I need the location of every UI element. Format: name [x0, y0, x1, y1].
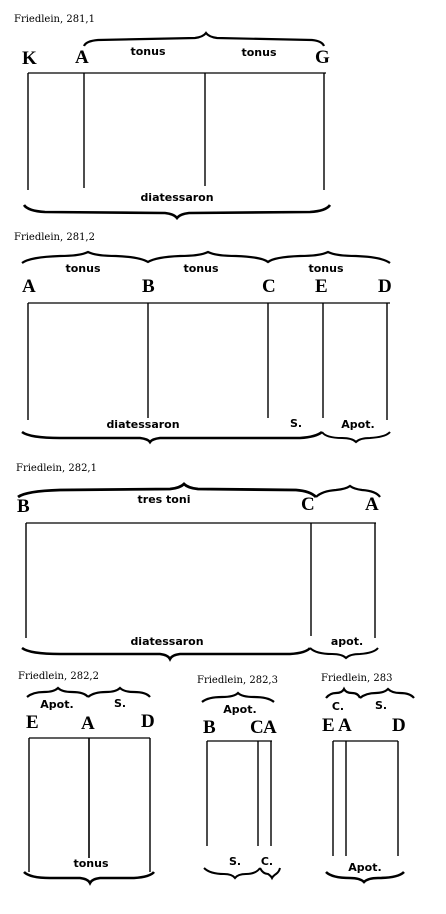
interval-label: C. [331, 700, 345, 713]
interval-label: Apot. [348, 861, 382, 874]
note-letter: K [22, 48, 37, 69]
bottom-brace [322, 432, 390, 442]
note-letter: E [26, 712, 39, 733]
note-letter: C [250, 717, 264, 738]
figure-281-1 [14, 14, 330, 218]
note-letter: A [365, 494, 379, 515]
interval-label: tonus [308, 262, 344, 275]
note-letter: C [301, 494, 315, 515]
interval-label: S. [374, 699, 388, 712]
figure-caption: Friedlein, 283 [321, 673, 393, 684]
note-letter: G [315, 47, 330, 68]
bottom-brace [260, 868, 280, 878]
interval-label: C. [260, 855, 274, 868]
top-brace [27, 688, 88, 697]
interval-label: Apot. [223, 703, 257, 716]
figure-282-1 [16, 463, 380, 659]
interval-label: tonus [65, 262, 101, 275]
interval-label: diatessaron [106, 418, 180, 431]
note-letter: E [322, 715, 335, 736]
figure-caption: Friedlein, 282,3 [197, 675, 278, 686]
interval-label: S. [113, 697, 127, 710]
top-brace [84, 33, 324, 46]
top-brace [202, 693, 274, 702]
interval-label: tonus [73, 857, 109, 870]
note-letter: D [392, 715, 406, 736]
figure-caption: Friedlein, 282,2 [18, 671, 99, 682]
bottom-brace [204, 868, 260, 878]
note-letter: A [22, 276, 36, 297]
bottom-brace [22, 648, 310, 659]
interval-label: Apot. [40, 698, 74, 711]
note-letter: D [141, 711, 155, 732]
note-letter: E [315, 276, 328, 297]
figure-caption: Friedlein, 281,1 [14, 14, 95, 25]
interval-label: tonus [130, 45, 166, 58]
interval-label: diatessaron [130, 635, 204, 648]
bottom-brace [24, 205, 330, 218]
top-brace [360, 689, 414, 698]
figure-caption: Friedlein, 281,2 [14, 232, 95, 243]
interval-label: S. [289, 417, 303, 430]
bottom-brace [24, 872, 154, 883]
note-letter: A [338, 715, 352, 736]
interval-label: apot. [330, 635, 364, 648]
bottom-brace [310, 648, 378, 658]
top-brace [88, 688, 150, 697]
bottom-brace [22, 432, 322, 442]
interval-label: S. [228, 855, 242, 868]
note-letter: C [262, 276, 276, 297]
note-letter: A [263, 717, 277, 738]
note-letter: B [203, 717, 216, 738]
top-brace [326, 689, 360, 698]
note-letter: B [17, 496, 30, 517]
figure-282-2 [18, 671, 155, 883]
note-letter: B [142, 276, 155, 297]
figure-283 [321, 673, 414, 882]
figure-caption: Friedlein, 282,1 [16, 463, 97, 474]
interval-label: Apot. [341, 418, 375, 431]
interval-label: tonus [241, 46, 277, 59]
note-letter: A [81, 713, 95, 734]
note-letter: D [378, 276, 392, 297]
figure-281-2 [14, 232, 392, 442]
interval-label: tres toni [137, 493, 191, 506]
figure-282-3 [197, 675, 280, 878]
interval-label: diatessaron [140, 191, 214, 204]
note-letter: A [75, 47, 89, 68]
interval-label: tonus [183, 262, 219, 275]
